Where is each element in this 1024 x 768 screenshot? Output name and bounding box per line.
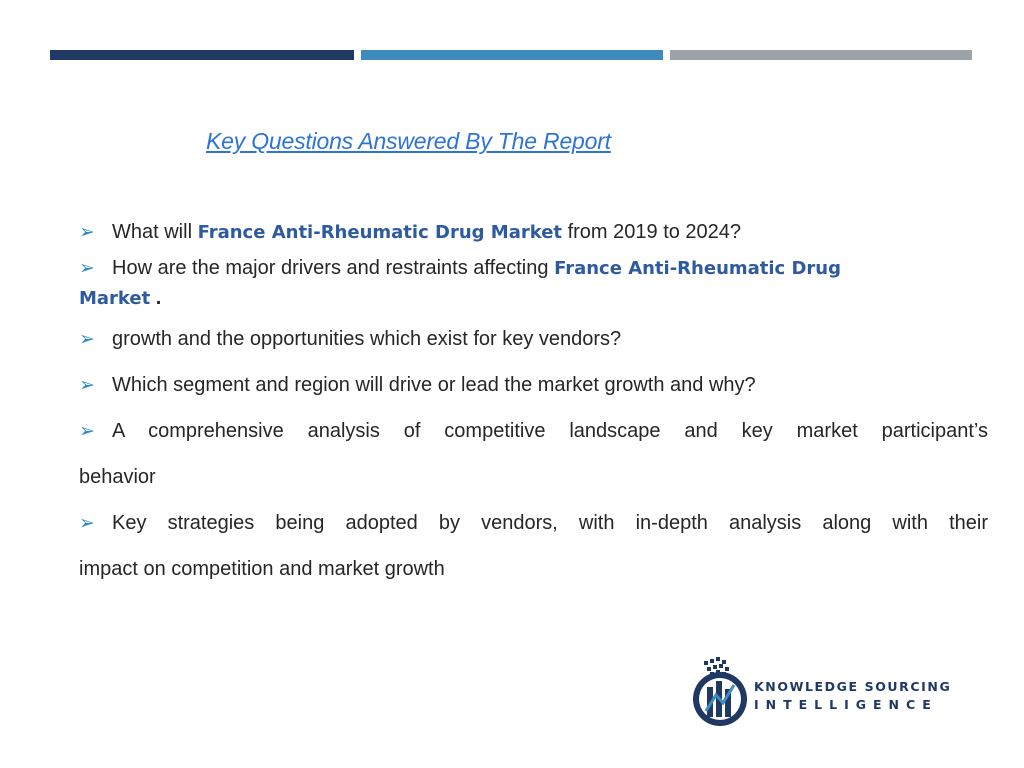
header-bar-dark (50, 50, 354, 60)
market-name-highlight: France Anti-Rheumatic Drug (554, 258, 842, 279)
list-item-text: Which segment and region will drive or lead the market growth and why? (112, 374, 756, 396)
arrow-bullet-icon: ➢ (79, 420, 95, 442)
logo-text-line1: KNOWLEDGE SOURCING (754, 679, 952, 694)
list-item (79, 220, 988, 245)
list-item-text: . (150, 287, 162, 309)
logo-text-line2: INTELLIGENCE (754, 697, 938, 712)
list-item-text: from 2019 to 2024? (562, 221, 742, 243)
list-item-continuation (79, 286, 988, 311)
arrow-bullet-icon: ➢ (79, 512, 95, 534)
list-item-text: A comprehensive analysis of competitive landscape and key market participant’s (112, 420, 988, 442)
list-item-text: Key strategies being adopted by vendors, with in-depth analysis along with their (112, 512, 988, 534)
header-bar-gray (670, 50, 972, 60)
arrow-bullet-icon: ➢ (79, 328, 95, 350)
list-item-continuation (79, 557, 988, 581)
list-item (79, 373, 988, 397)
logo-emblem-icon (690, 655, 754, 735)
arrow-bullet-icon: ➢ (79, 374, 95, 396)
list-item-text: impact on competition and market growth (79, 558, 445, 580)
arrow-bullet-icon: ➢ (79, 221, 95, 243)
company-logo (690, 655, 950, 735)
list-item-text: growth and the opportunities which exist for key vendors? (112, 328, 622, 350)
list-item (79, 419, 988, 443)
market-name-highlight: Market (79, 288, 151, 309)
arrow-bullet-icon: ➢ (79, 257, 95, 279)
header-bar-blue (361, 50, 663, 60)
list-item-text: What will (112, 221, 198, 243)
list-item (79, 327, 988, 351)
list-item (79, 256, 988, 281)
market-name-highlight: France Anti-Rheumatic Drug Market (197, 222, 563, 243)
list-item (79, 511, 988, 535)
page-title: Key Questions Answered By The Report (206, 128, 611, 154)
list-item-continuation (79, 465, 988, 489)
list-item-text: How are the major drivers and restraints affecting (112, 257, 555, 279)
list-item-text: behavior (79, 466, 156, 488)
